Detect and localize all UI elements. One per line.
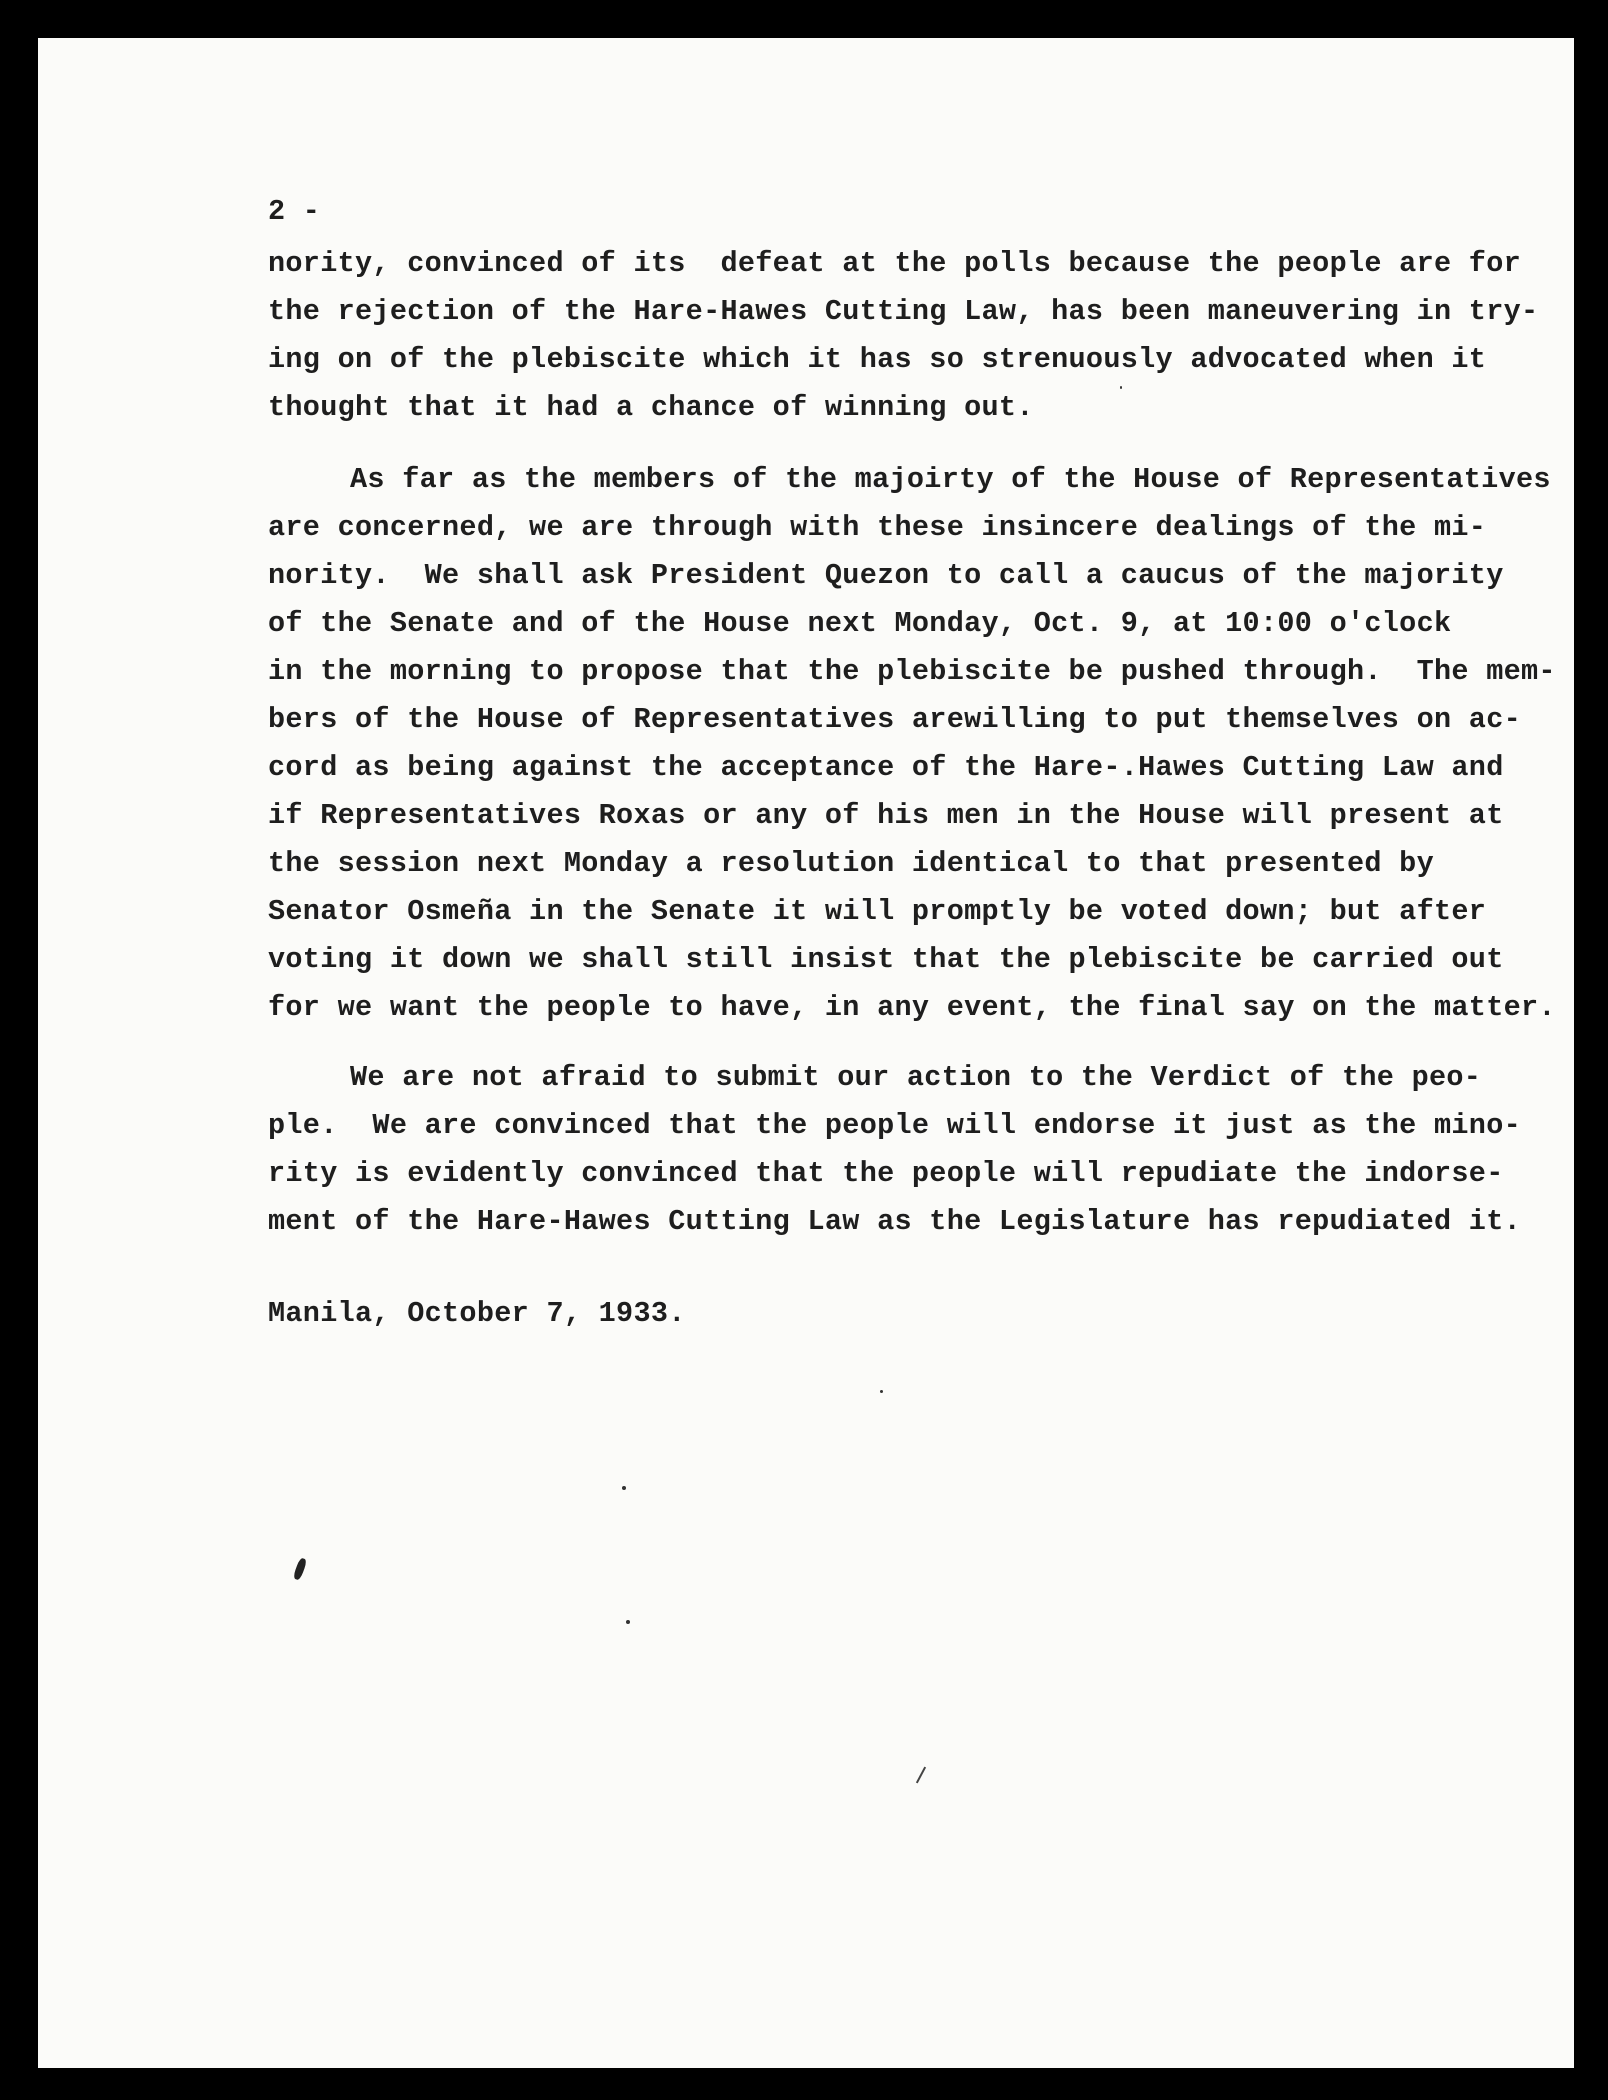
text-line: bers of the House of Representatives arewilling to put themselves on ac- bbox=[268, 703, 1521, 736]
paper-speck bbox=[1120, 386, 1122, 389]
text-line: ment of the Hare-Hawes Cutting Law as the Legislature has repudiated it. bbox=[268, 1205, 1521, 1238]
text-line: cord as being against the acceptance of the Hare-.Hawes Cutting Law and bbox=[268, 751, 1504, 784]
paper-speck bbox=[880, 1390, 883, 1393]
text-line: if Representatives Roxas or any of his men in the House will present at bbox=[268, 799, 1504, 832]
page-number: 2 - bbox=[268, 195, 321, 228]
text-line: As far as the members of the majoirty of the House of Representatives bbox=[350, 463, 1551, 496]
paragraph-2 bbox=[268, 456, 1556, 1032]
stray-mark bbox=[916, 1767, 926, 1784]
paragraph-3 bbox=[268, 1054, 1521, 1246]
dateline: Manila, October 7, 1933. bbox=[268, 1297, 686, 1330]
document-body bbox=[268, 188, 1556, 1338]
text-line: nority, convinced of its defeat at the polls because the people are for bbox=[268, 247, 1521, 280]
text-line: the session next Monday a resolution identical to that presented by bbox=[268, 847, 1434, 880]
document-page bbox=[38, 38, 1574, 2068]
paper-speck bbox=[626, 1620, 630, 1624]
text-line: are concerned, we are through with these insincere dealings of the mi- bbox=[268, 511, 1487, 544]
text-line: We are not afraid to submit our action to the Verdict of the peo- bbox=[350, 1061, 1482, 1094]
text-line: thought that it had a chance of winning out. bbox=[268, 391, 1034, 424]
text-line: rity is evidently convinced that the people will repudiate the indorse- bbox=[268, 1157, 1504, 1190]
text-line: ing on of the plebiscite which it has so strenuously advocated when it bbox=[268, 343, 1487, 376]
ink-mark bbox=[292, 1557, 307, 1580]
text-line: Senator Osmeña in the Senate it will promptly be voted down; but after bbox=[268, 895, 1487, 928]
text-line: the rejection of the Hare-Hawes Cutting Law, has been maneuvering in try- bbox=[268, 295, 1539, 328]
text-line: for we want the people to have, in any event, the final say on the matter. bbox=[268, 991, 1556, 1024]
text-line: nority. We shall ask President Quezon to call a caucus of the majority bbox=[268, 559, 1504, 592]
text-line: voting it down we shall still insist that the plebiscite be carried out bbox=[268, 943, 1504, 976]
text-line: of the Senate and of the House next Monday, Oct. 9, at 10:00 o'clock bbox=[268, 607, 1452, 640]
paragraph-1 bbox=[268, 240, 1539, 432]
text-line: ple. We are convinced that the people will endorse it just as the mino- bbox=[268, 1109, 1521, 1142]
text-line: in the morning to propose that the plebiscite be pushed through. The mem- bbox=[268, 655, 1556, 688]
paper-speck bbox=[622, 1486, 626, 1490]
